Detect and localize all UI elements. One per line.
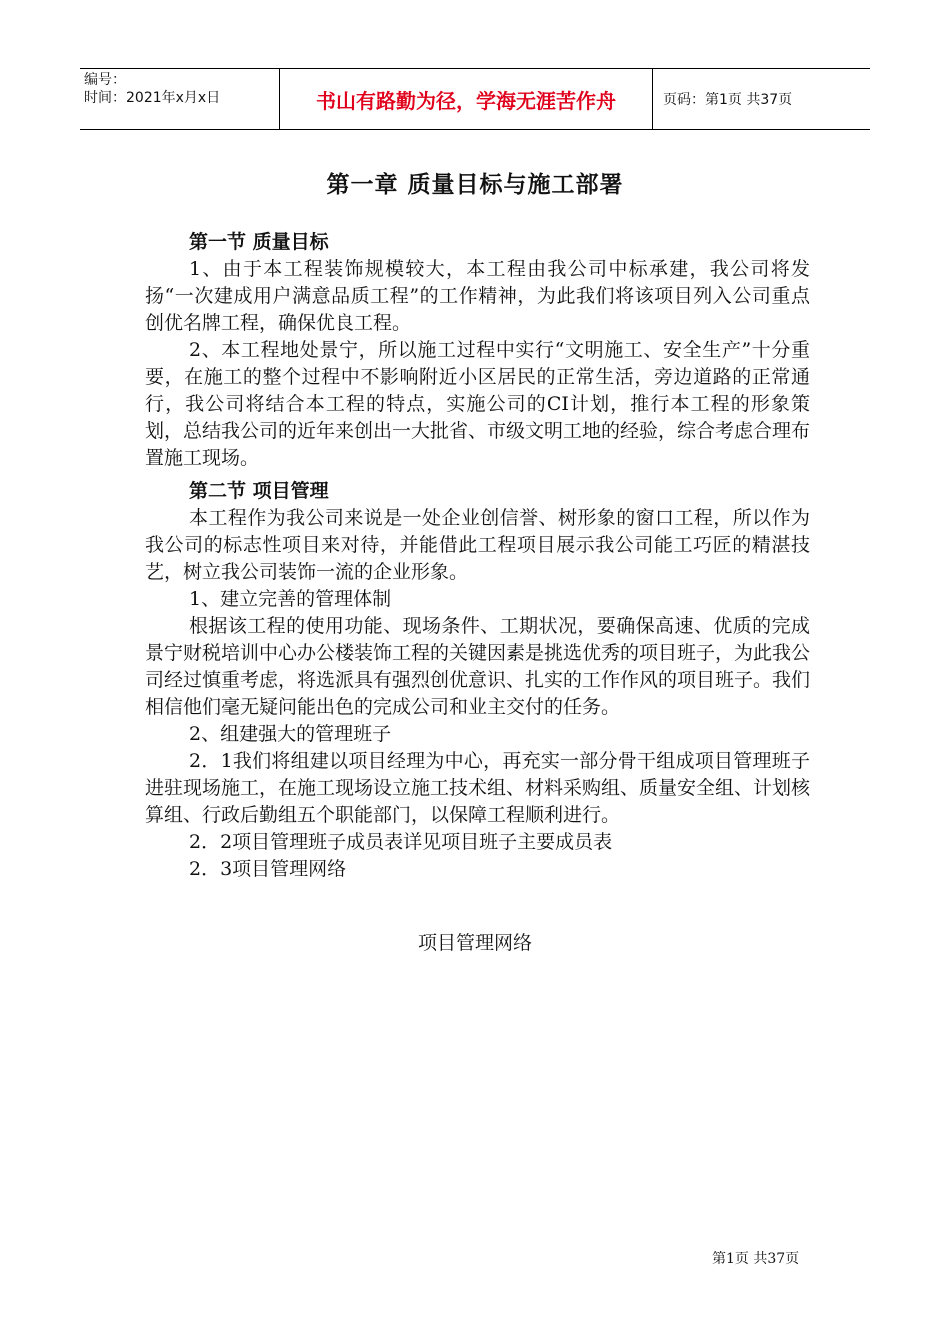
section-title: 第一节 质量目标 bbox=[189, 231, 329, 253]
subheading: 2、组建强大的管理班子 bbox=[189, 723, 392, 745]
subheading: 1、建立完善的管理体制 bbox=[189, 588, 392, 610]
paragraph: 本工程作为我公司来说是一处企业创信誉、树形象的窗口工程，所以作为我公司的标志性项目来对待，并能借此工程项目展示我公司能工巧匠的精湛技艺，树立我公司装饰一流的企业形象。 bbox=[145, 507, 810, 583]
section-project-management bbox=[145, 478, 810, 883]
paragraph: 1、由于本工程装饰规模较大，本工程由我公司中标承建，我公司将发扬“一次建成用户满意品质工程”的工作精神，为此我们将该项目列入公司重点创优名牌工程，确保优良工程。 bbox=[145, 258, 810, 334]
paragraph: 2．1我们将组建以项目经理为中心，再充实一部分骨干组成项目管理班子进驻现场施工，在施工现场设立施工技术组、材料采购组、质量安全组、计划核算组、行政后勤组五个职能部门，以保障工程顺利进行。 bbox=[145, 750, 811, 826]
paragraph: 2．2项目管理班子成员表详见项目班子主要成员表 bbox=[189, 831, 613, 853]
chapter-title: 第一章 质量目标与施工部署 bbox=[326, 172, 624, 198]
paragraph: 根据该工程的使用功能、现场条件、工期状况，要确保高速、优质的完成景宁财税培训中心办公楼装饰工程的关键因素是挑选优秀的项目班子，为此我公司经过慎重考虑，将选派具有强烈创优意识、扎实的工作作风的项目班子。我们相信他们毫无疑问能出色的完成公司和业主交付的任务。 bbox=[145, 615, 811, 718]
figure-caption: 项目管理网络 bbox=[417, 932, 532, 954]
section-title: 第二节 项目管理 bbox=[189, 480, 329, 502]
document-header bbox=[80, 68, 870, 130]
header-motto: 书山有路勤为径，学海无涯苦作舟 bbox=[280, 69, 653, 129]
header-page-info: 页码：第1页 共37页 bbox=[663, 92, 793, 108]
section-quality bbox=[145, 229, 810, 472]
number-label: 编号： bbox=[84, 72, 126, 88]
page-footer: 第1页 共37页 bbox=[712, 1251, 800, 1267]
paragraph: 2、本工程地处景宁，所以施工过程中实行“文明施工、安全生产”十分重要，在施工的整个过程中不影响附近小区居民的正常生活，旁边道路的正常通行，我公司将结合本工程的特点，实施公司的CI计划，推行本工程的形象策划，总结我公司的近年来创出一大批省、市级文明工地的经验，综合考虑合理布置施工现场。 bbox=[145, 339, 811, 469]
time-label: 时间：2021年x月x日 bbox=[84, 90, 221, 106]
paragraph: 2．3项目管理网络 bbox=[189, 858, 347, 880]
header-meta bbox=[80, 69, 280, 129]
